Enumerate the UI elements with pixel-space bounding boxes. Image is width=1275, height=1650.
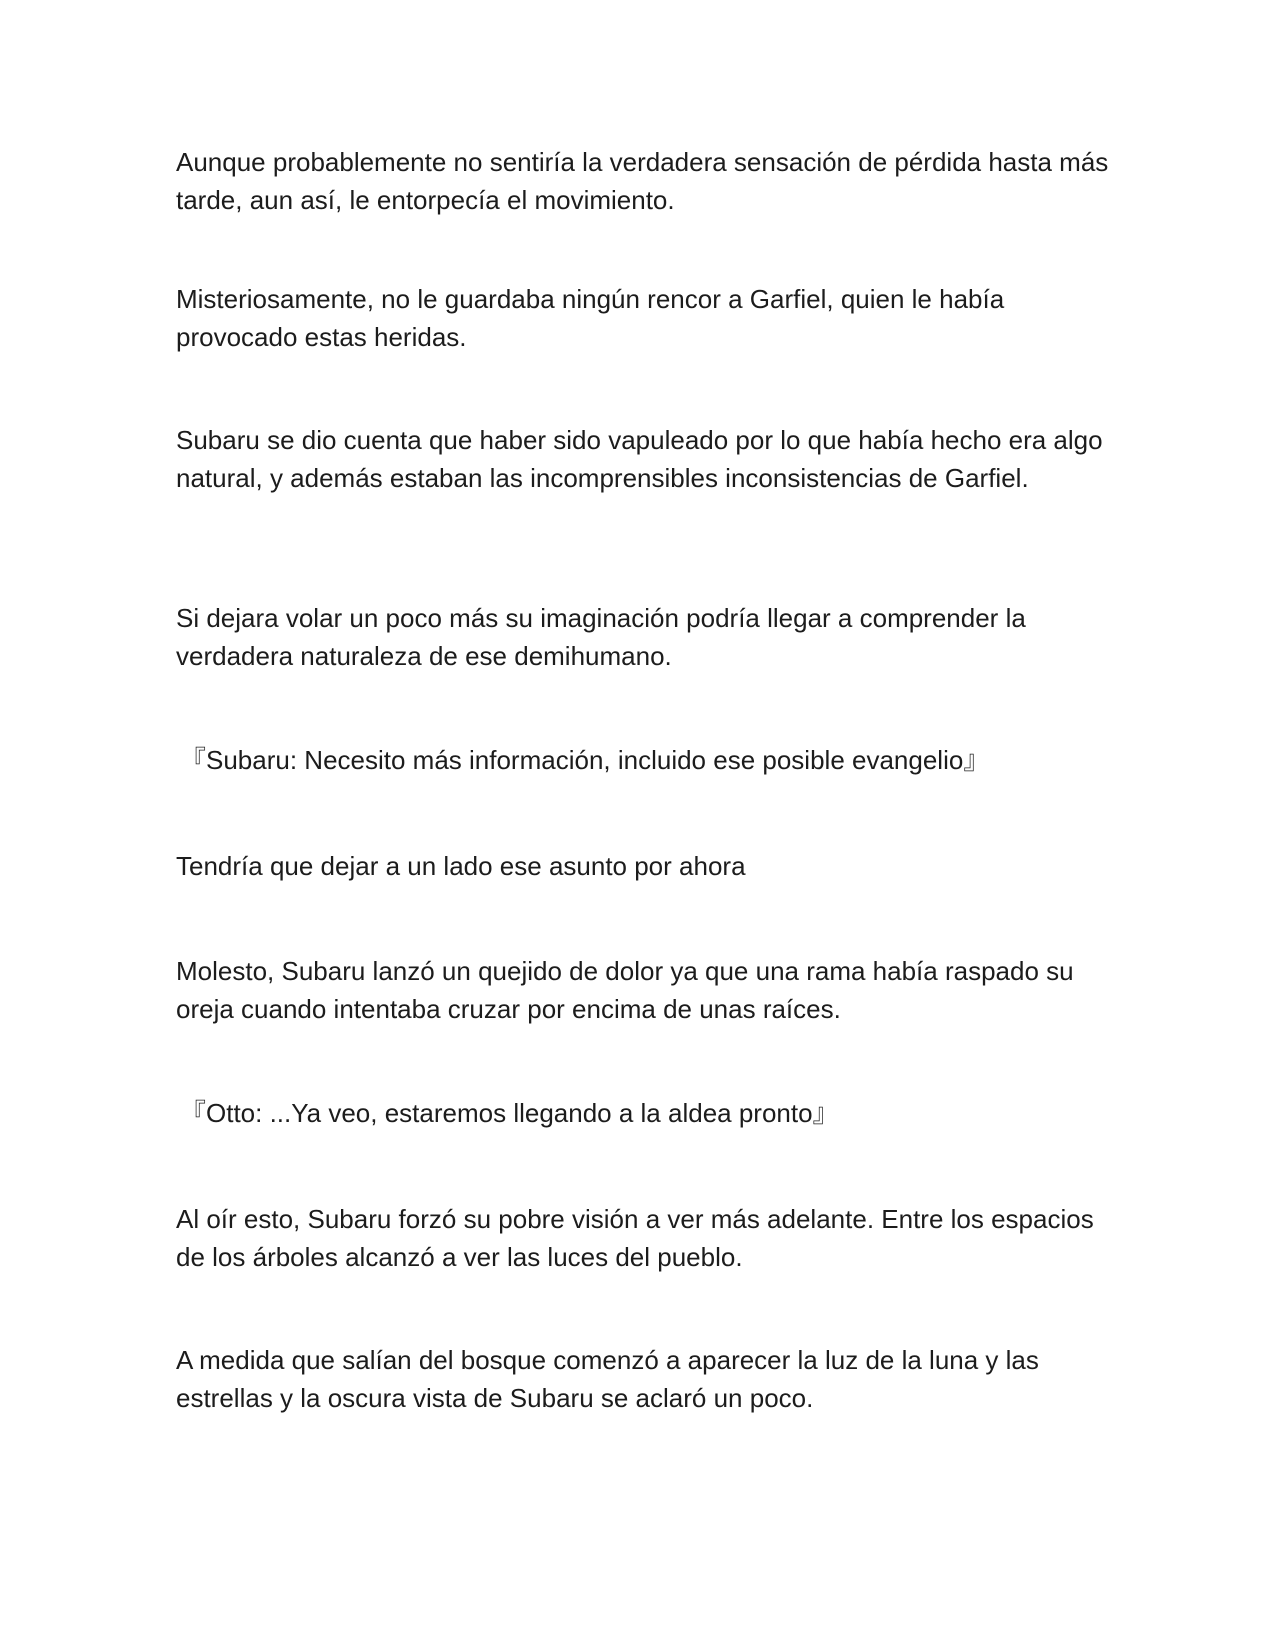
paragraph-5: Tendría que dejar a un lado ese asunto por ahora <box>176 851 746 881</box>
paragraph-6: Molesto, Subaru lanzó un quejido de dolor ya que una rama había raspado su oreja cuando intentaba cruzar por encima de unas raíces. <box>176 956 1074 1024</box>
paragraph-4: Si dejara volar un poco más su imaginación podría llegar a comprender la verdadera naturaleza de ese demihumano. <box>176 603 1026 671</box>
paragraph-2: Misteriosamente, no le guardaba ningún rencor a Garfiel, quien le había provocado estas heridas. <box>176 284 1005 352</box>
paragraph-8: A medida que salían del bosque comenzó a aparecer la luz de la luna y las estrellas y la oscura vista de Subaru se aclaró un poco. <box>176 1345 1039 1413</box>
paragraph-7: Al oír esto, Subaru forzó su pobre visión a ver más adelante. Entre los espacios de los árboles alcanzó a ver las luces del pueblo. <box>176 1204 1094 1272</box>
dialogue-otto: 『Otto: ...Ya veo, estaremos llegando a la aldea pronto』 <box>180 1098 839 1128</box>
dialogue-subaru: 『Subaru: Necesito más información, incluido ese posible evangelio』 <box>180 745 990 775</box>
paragraph-1: Aunque probablemente no sentiría la verdadera sensación de pérdida hasta más tarde, aun así, le entorpecía el movimiento. <box>176 147 1109 215</box>
paragraph-3: Subaru se dio cuenta que haber sido vapuleado por lo que había hecho era algo natural, y además estaban las incomprensibles inconsistencias de Garfiel. <box>176 425 1103 493</box>
